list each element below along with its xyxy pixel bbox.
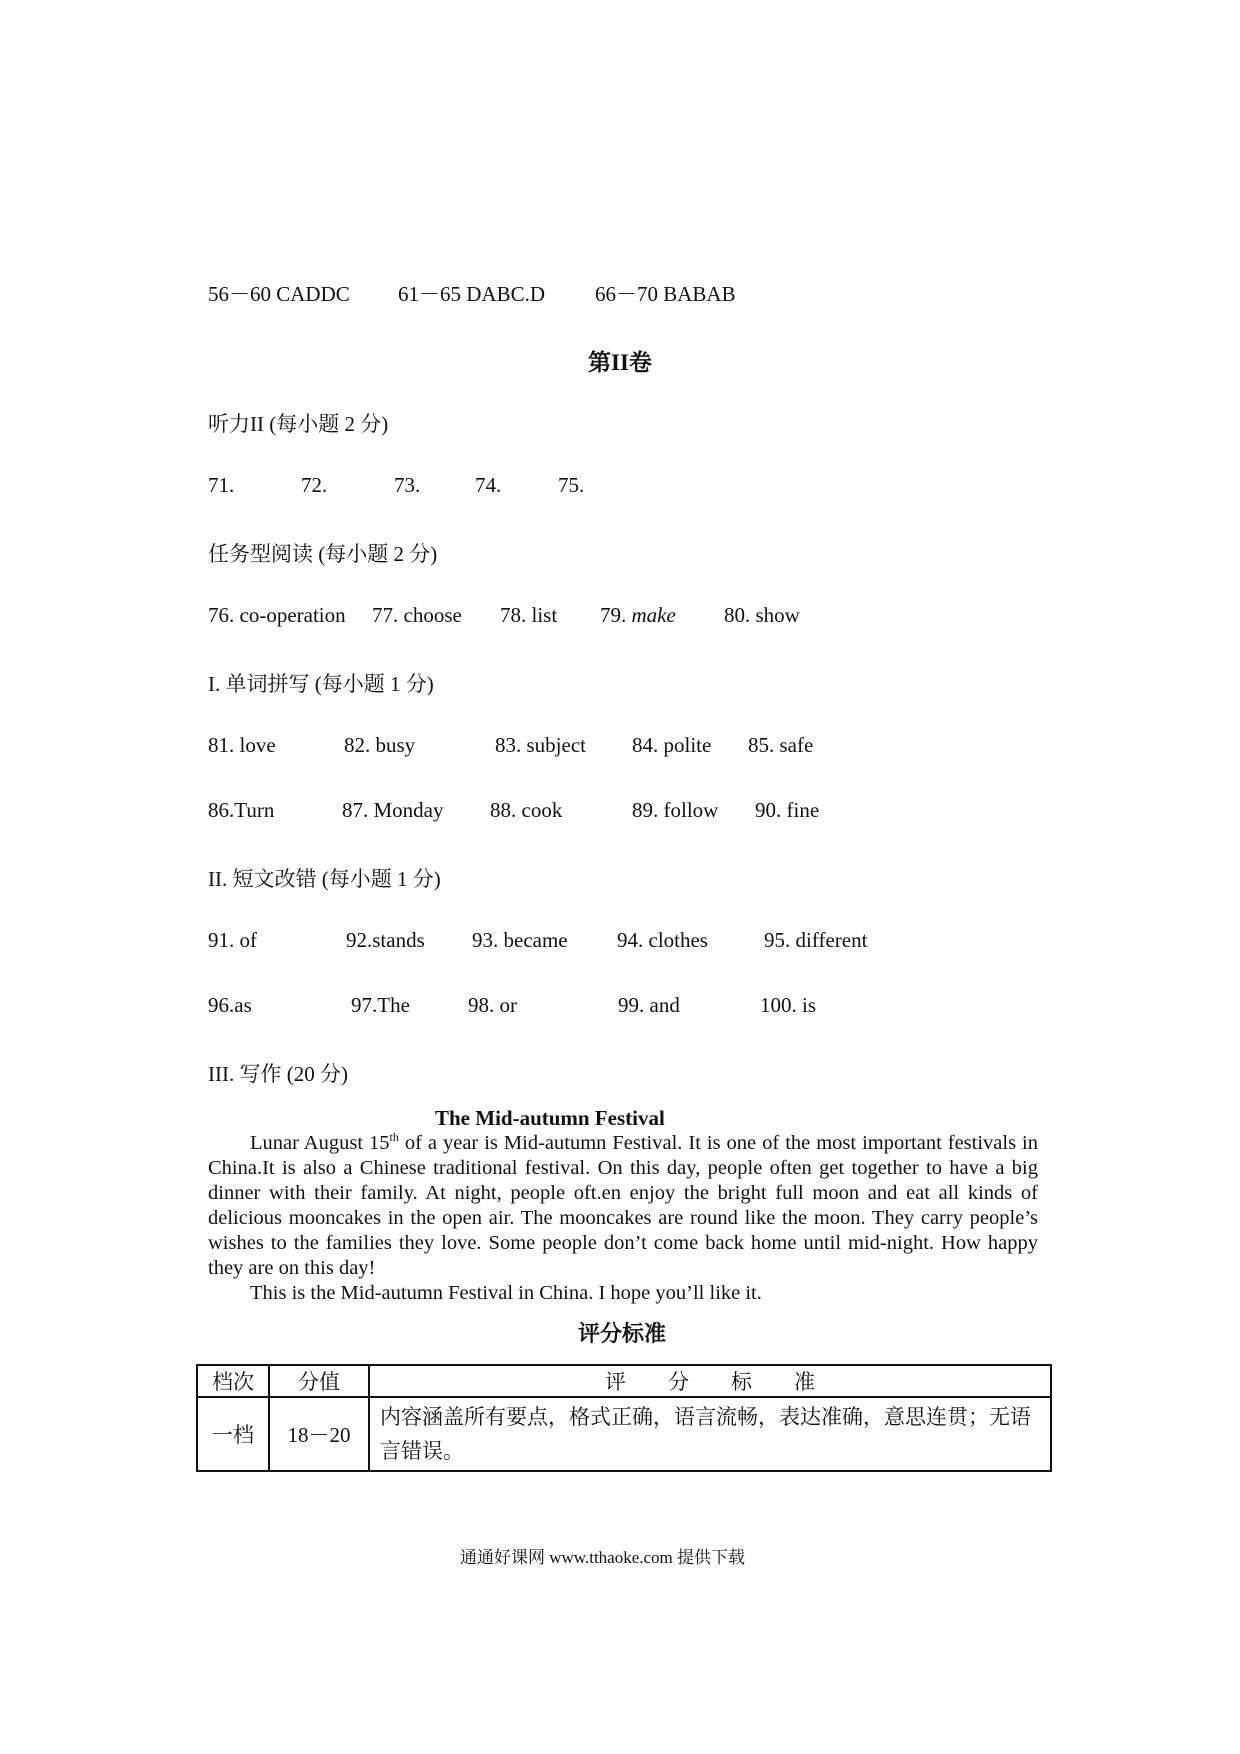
mc-range-label: 61－65 [398, 282, 461, 306]
section-title: 第II卷 [588, 350, 652, 375]
correction-item: 98. or [468, 993, 517, 1017]
col-header-level: 档次 [197, 1365, 269, 1397]
essay-paragraph-1 [208, 1131, 1038, 1281]
ordinal-suffix: th [389, 1130, 399, 1145]
spelling-item: 88. cook [490, 798, 563, 822]
task-reading-item: 77. choose [372, 603, 462, 627]
mc-range-label: 56－60 [208, 282, 271, 306]
spelling-heading: I. 单词拼写 (每小题 1 分) [208, 672, 434, 696]
spelling-item: 84. polite [632, 733, 712, 757]
item-word: make [631, 603, 676, 627]
spelling-item: 82. busy [344, 733, 416, 757]
spelling-item: 81. love [208, 733, 276, 757]
task-reading-item: 76. co-operation [208, 603, 346, 627]
task-reading-item-79 [600, 603, 676, 628]
mc-answer-range-56-60 [208, 278, 350, 308]
cell-score: 18－20 [269, 1397, 369, 1471]
col-header-score: 分值 [269, 1365, 369, 1397]
grading-title: 评分标准 [578, 1321, 667, 1346]
task-reading-item: 80. show [724, 603, 800, 627]
correction-item: 99. and [618, 993, 680, 1017]
item-number: 79. [600, 603, 627, 627]
mc-letters: BABAB [663, 282, 736, 306]
mc-letters: DABC.D [466, 282, 546, 306]
spelling-item: 87. Monday [342, 798, 444, 822]
listening-item: 73. [394, 473, 421, 497]
listening-item: 72. [301, 473, 328, 497]
spelling-item: 89. follow [632, 798, 719, 822]
grading-header-row [197, 1365, 1051, 1397]
task-reading-heading: 任务型阅读 (每小题 2 分) [208, 542, 438, 566]
cell-criteria: 内容涵盖所有要点，格式正确，语言流畅，表达准确，意思连贯；无语言错误。 [369, 1397, 1051, 1471]
listening-item: 71. [208, 473, 235, 497]
correction-item: 91. of [208, 928, 257, 952]
spelling-item: 83. subject [495, 733, 586, 757]
mc-answer-range-61-65 [398, 278, 545, 308]
page-footer: 通通好课网 www.tthaoke.com 提供下载 [460, 1548, 746, 1567]
listening-item: 74. [475, 473, 502, 497]
correction-item: 100. is [760, 993, 817, 1017]
task-reading-item: 78. list [500, 603, 558, 627]
spelling-item: 85. safe [748, 733, 814, 757]
essay-text: Lunar August 15 [250, 1132, 390, 1154]
essay-title: The Mid-autumn Festival [435, 1106, 665, 1130]
grading-table [196, 1364, 1052, 1472]
mc-letters: CADDC [276, 282, 350, 306]
correction-item: 93. became [472, 928, 568, 952]
correction-item: 96.as [208, 993, 252, 1017]
listening-heading: 听力II (每小题 2 分) [208, 412, 389, 436]
correction-heading: II. 短文改错 (每小题 1 分) [208, 867, 441, 891]
mc-range-label: 66－70 [595, 282, 658, 306]
essay-body [208, 1131, 1038, 1306]
essay-text: of a year is Mid-autumn Festival. It is one of the most important festivals in China.It is also a Chinese traditional festival. On this day, people often get together to have a big dinner with their family. At night, people oft.en enjoy the bright full moon and eat all kinds of delicious mooncakes in the open air. The mooncakes are round like the moon. They carry people’s wishes to the families they love. Some people don’t come back home until mid-night. How happy they are on this day! [208, 1132, 1039, 1279]
spelling-item: 86.Turn [208, 798, 275, 822]
mc-answer-range-66-70 [595, 278, 736, 308]
col-header-criteria: 评 分 标 准 [369, 1365, 1051, 1397]
cell-level: 一档 [197, 1397, 269, 1471]
table-row [197, 1397, 1051, 1471]
correction-item: 95. different [764, 928, 868, 952]
correction-item: 97.The [351, 993, 410, 1017]
spelling-item: 90. fine [755, 798, 820, 822]
correction-item: 94. clothes [617, 928, 708, 952]
writing-heading: III. 写作 (20 分) [208, 1062, 348, 1086]
correction-item: 92.stands [346, 928, 425, 952]
listening-item: 75. [558, 473, 585, 497]
essay-paragraph-2: This is the Mid-autumn Festival in China. I hope you’ll like it. [250, 1282, 762, 1304]
